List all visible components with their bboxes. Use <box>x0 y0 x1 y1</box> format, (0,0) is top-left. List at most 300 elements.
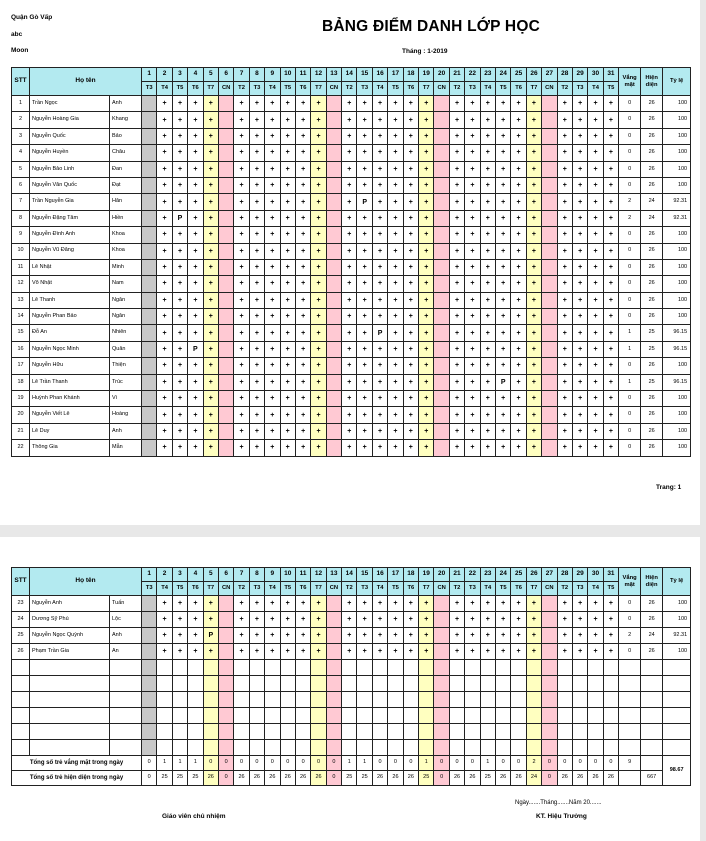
attendance-cell: + <box>295 276 310 292</box>
day-number-header: 17 <box>388 568 403 582</box>
attendance-cell: + <box>572 177 587 193</box>
day-number-header: 28 <box>557 68 572 82</box>
empty-cell <box>295 676 310 692</box>
day-number-header: 14 <box>342 68 357 82</box>
empty-cell <box>342 676 357 692</box>
attendance-cell <box>218 145 233 161</box>
attendance-cell: + <box>295 194 310 210</box>
attendance-cell: + <box>480 391 495 407</box>
student-absent-count: 0 <box>619 161 641 177</box>
attendance-cell: + <box>603 440 618 456</box>
attendance-cell: + <box>265 407 280 423</box>
student-absent-count: 0 <box>619 423 641 439</box>
attendance-cell: + <box>265 161 280 177</box>
empty-cell <box>142 740 157 756</box>
weekday-header: T7 <box>203 582 218 596</box>
attendance-cell: + <box>480 407 495 423</box>
student-absent-count: 0 <box>619 292 641 308</box>
attendance-cell: + <box>295 96 310 112</box>
day-number-header: 17 <box>388 68 403 82</box>
student-row <box>12 276 691 292</box>
attendance-cell: + <box>157 210 172 226</box>
student-last-name: Lê Trần Thanh <box>30 374 110 390</box>
present-total-by-day: 26 <box>496 771 511 786</box>
attendance-cell <box>326 177 341 193</box>
empty-cell <box>511 740 526 756</box>
attendance-cell <box>434 210 449 226</box>
empty-cell <box>12 708 30 724</box>
weekday-header: T5 <box>603 82 618 96</box>
empty-cell <box>480 692 495 708</box>
empty-cell <box>157 660 172 676</box>
student-present-count: 26 <box>641 145 663 161</box>
attendance-cell: + <box>419 194 434 210</box>
attendance-cell: + <box>557 276 572 292</box>
empty-cell <box>157 676 172 692</box>
attendance-cell: + <box>234 112 249 128</box>
attendance-cell <box>218 644 233 660</box>
day-number-header: 24 <box>496 68 511 82</box>
absent-total-by-day: 0 <box>203 756 218 771</box>
attendance-cell: + <box>526 194 541 210</box>
student-stt: 18 <box>12 374 30 390</box>
attendance-cell: + <box>449 358 464 374</box>
attendance-cell: + <box>572 259 587 275</box>
empty-cell <box>557 692 572 708</box>
attendance-cell: + <box>526 644 541 660</box>
attendance-cell <box>326 309 341 325</box>
attendance-cell: + <box>480 161 495 177</box>
attendance-cell: + <box>234 407 249 423</box>
student-absent-count: 0 <box>619 596 641 612</box>
student-last-name: Dương Sỹ Phú <box>30 612 110 628</box>
attendance-cell: + <box>357 407 372 423</box>
empty-cell <box>326 676 341 692</box>
attendance-cell: + <box>588 644 603 660</box>
empty-cell <box>372 740 387 756</box>
attendance-cell: + <box>280 177 295 193</box>
attendance-cell <box>142 177 157 193</box>
attendance-cell: + <box>234 276 249 292</box>
student-last-name: Lê Duy <box>30 423 110 439</box>
attendance-cell: + <box>157 612 172 628</box>
attendance-cell: + <box>465 112 480 128</box>
attendance-cell: + <box>572 440 587 456</box>
day-number-header: 23 <box>480 68 495 82</box>
student-first-name: Nhiên <box>110 325 142 341</box>
present-header: Hiện diện <box>641 568 663 596</box>
attendance-cell: + <box>557 128 572 144</box>
present-total-by-day: 26 <box>265 771 280 786</box>
day-number-header: 6 <box>218 68 233 82</box>
empty-cell <box>603 724 618 740</box>
empty-cell <box>496 660 511 676</box>
attendance-cell <box>142 145 157 161</box>
present-total-by-day: 25 <box>480 771 495 786</box>
weekday-header: CN <box>542 82 557 96</box>
student-first-name: Vi <box>110 391 142 407</box>
day-number-header: 26 <box>526 568 541 582</box>
student-first-name: Tuấn <box>110 596 142 612</box>
empty-cell <box>526 708 541 724</box>
empty-cell <box>449 740 464 756</box>
empty-cell <box>619 708 641 724</box>
attendance-cell: + <box>311 227 326 243</box>
attendance-cell: + <box>603 292 618 308</box>
attendance-cell: + <box>311 194 326 210</box>
empty-cell <box>542 724 557 740</box>
attendance-cell: + <box>403 243 418 259</box>
attendance-cell: + <box>419 341 434 357</box>
weekday-header: T3 <box>357 82 372 96</box>
attendance-cell: + <box>172 128 187 144</box>
student-rate: 100 <box>663 391 691 407</box>
empty-cell <box>295 692 310 708</box>
attendance-cell: + <box>388 644 403 660</box>
empty-cell <box>511 708 526 724</box>
student-absent-count: 2 <box>619 210 641 226</box>
day-number-header: 5 <box>203 568 218 582</box>
attendance-cell: + <box>603 423 618 439</box>
attendance-cell: + <box>249 96 264 112</box>
day-number-header: 4 <box>188 68 203 82</box>
empty-cell <box>388 660 403 676</box>
attendance-cell: + <box>295 325 310 341</box>
attendance-cell: + <box>465 596 480 612</box>
attendance-cell: + <box>265 391 280 407</box>
weekday-header: T2 <box>342 582 357 596</box>
absent-totals-label: Tổng số trẻ vắng mặt trong ngày <box>12 756 142 771</box>
attendance-cell <box>434 227 449 243</box>
attendance-cell: + <box>234 145 249 161</box>
attendance-cell: + <box>603 358 618 374</box>
attendance-cell: + <box>265 423 280 439</box>
attendance-cell: + <box>526 227 541 243</box>
student-present-count: 26 <box>641 358 663 374</box>
present-total-by-day: 26 <box>465 771 480 786</box>
empty-cell <box>372 660 387 676</box>
attendance-cell: + <box>172 374 187 390</box>
attendance-cell: + <box>403 374 418 390</box>
weekday-header: CN <box>218 582 233 596</box>
student-last-name: Lê Thanh <box>30 292 110 308</box>
student-last-name: Nguyễn Ngọc Quỳnh <box>30 628 110 644</box>
attendance-cell: P <box>496 374 511 390</box>
attendance-cell: + <box>295 243 310 259</box>
student-row <box>12 259 691 275</box>
attendance-cell: + <box>511 161 526 177</box>
attendance-cell: + <box>388 128 403 144</box>
attendance-cell: + <box>449 374 464 390</box>
attendance-cell: + <box>295 161 310 177</box>
student-absent-count: 0 <box>619 96 641 112</box>
attendance-cell: + <box>480 276 495 292</box>
weekday-header: T7 <box>203 82 218 96</box>
empty-cell <box>280 676 295 692</box>
empty-cell <box>542 740 557 756</box>
attendance-cell: + <box>480 612 495 628</box>
attendance-cell: + <box>403 341 418 357</box>
attendance-cell: + <box>603 596 618 612</box>
attendance-cell: + <box>265 612 280 628</box>
attendance-cell: + <box>588 440 603 456</box>
attendance-cell: + <box>588 128 603 144</box>
empty-cell <box>434 676 449 692</box>
student-first-name: Đan <box>110 161 142 177</box>
present-total-by-day: 0 <box>326 771 341 786</box>
student-absent-count: 0 <box>619 644 641 660</box>
day-number-header: 30 <box>588 568 603 582</box>
student-absent-count: 2 <box>619 194 641 210</box>
empty-cell <box>342 692 357 708</box>
attendance-cell: + <box>157 128 172 144</box>
attendance-cell: + <box>372 292 387 308</box>
attendance-cell: + <box>526 243 541 259</box>
attendance-cell: + <box>311 96 326 112</box>
attendance-cell: + <box>572 596 587 612</box>
attendance-cell <box>542 341 557 357</box>
attendance-cell: + <box>449 96 464 112</box>
attendance-cell: + <box>372 309 387 325</box>
attendance-cell: + <box>372 145 387 161</box>
empty-cell <box>357 708 372 724</box>
attendance-cell: + <box>188 628 203 644</box>
empty-cell <box>641 676 663 692</box>
attendance-cell <box>142 128 157 144</box>
student-row <box>12 194 691 210</box>
attendance-cell <box>326 96 341 112</box>
attendance-cell: + <box>465 96 480 112</box>
day-number-header: 25 <box>511 568 526 582</box>
empty-cell <box>265 740 280 756</box>
student-rate: 100 <box>663 358 691 374</box>
attendance-cell: + <box>203 440 218 456</box>
attendance-cell: + <box>388 612 403 628</box>
absent-total-by-day: 0 <box>588 756 603 771</box>
absent-total-by-day: 1 <box>419 756 434 771</box>
attendance-cell: + <box>526 145 541 161</box>
student-present-count: 24 <box>641 194 663 210</box>
attendance-cell: + <box>172 309 187 325</box>
attendance-cell: + <box>403 259 418 275</box>
empty-cell <box>188 740 203 756</box>
page-title: BẢNG ĐIỂM DANH LỚP HỌC <box>322 18 540 35</box>
absent-grand-total: 9 <box>619 756 641 771</box>
empty-cell <box>249 676 264 692</box>
attendance-cell: + <box>188 292 203 308</box>
present-total-by-day: 26 <box>388 771 403 786</box>
attendance-cell: + <box>588 276 603 292</box>
empty-cell <box>218 660 233 676</box>
attendance-cell: + <box>572 194 587 210</box>
attendance-table-continued <box>11 567 691 786</box>
attendance-cell <box>142 276 157 292</box>
attendance-cell: + <box>172 628 187 644</box>
attendance-cell: + <box>357 612 372 628</box>
attendance-cell: + <box>603 112 618 128</box>
attendance-cell <box>326 644 341 660</box>
attendance-cell: + <box>203 145 218 161</box>
weekday-header: T4 <box>480 582 495 596</box>
attendance-cell: + <box>526 596 541 612</box>
attendance-cell: + <box>372 391 387 407</box>
attendance-cell: + <box>157 325 172 341</box>
empty-cell <box>480 676 495 692</box>
absent-total-by-day: 1 <box>188 756 203 771</box>
empty-cell <box>465 724 480 740</box>
student-rate: 100 <box>663 407 691 423</box>
attendance-cell: + <box>603 325 618 341</box>
empty-cell <box>588 724 603 740</box>
student-absent-count: 1 <box>619 325 641 341</box>
attendance-cell: P <box>372 325 387 341</box>
attendance-cell: + <box>480 210 495 226</box>
attendance-cell <box>434 276 449 292</box>
attendance-cell: + <box>572 309 587 325</box>
day-number-header: 19 <box>419 68 434 82</box>
attendance-cell: + <box>265 194 280 210</box>
attendance-cell <box>142 391 157 407</box>
attendance-cell <box>434 423 449 439</box>
attendance-cell: + <box>295 177 310 193</box>
weekday-header: T3 <box>465 582 480 596</box>
empty-cell <box>12 740 30 756</box>
rate-header: Tỷ lệ <box>663 68 691 96</box>
attendance-cell: + <box>557 407 572 423</box>
attendance-cell: + <box>342 194 357 210</box>
attendance-cell: + <box>357 161 372 177</box>
student-rate: 100 <box>663 309 691 325</box>
attendance-cell: P <box>188 341 203 357</box>
attendance-cell: + <box>249 259 264 275</box>
empty-cell <box>311 692 326 708</box>
empty-cell <box>342 660 357 676</box>
empty-cell <box>172 708 187 724</box>
attendance-cell: + <box>388 391 403 407</box>
attendance-cell: + <box>157 440 172 456</box>
attendance-cell: + <box>234 423 249 439</box>
name-header: Họ tên <box>30 68 142 96</box>
attendance-cell <box>142 259 157 275</box>
student-first-name: Khoa <box>110 227 142 243</box>
attendance-cell: + <box>557 325 572 341</box>
student-rate: 92.31 <box>663 194 691 210</box>
attendance-cell: + <box>403 96 418 112</box>
empty-cell <box>449 692 464 708</box>
attendance-cell: + <box>372 407 387 423</box>
empty-cell <box>542 660 557 676</box>
weekday-header: T3 <box>572 82 587 96</box>
present-total-by-day: 26 <box>557 771 572 786</box>
attendance-cell: + <box>311 161 326 177</box>
attendance-cell: + <box>342 644 357 660</box>
student-first-name: Đạt <box>110 177 142 193</box>
present-header: Hiện diện <box>641 68 663 96</box>
attendance-cell: + <box>234 96 249 112</box>
attendance-cell: + <box>203 128 218 144</box>
attendance-cell: + <box>388 276 403 292</box>
weekday-header: CN <box>326 82 341 96</box>
attendance-cell: + <box>342 596 357 612</box>
empty-cell <box>249 708 264 724</box>
attendance-cell: + <box>357 423 372 439</box>
attendance-cell: + <box>357 96 372 112</box>
empty-cell <box>496 708 511 724</box>
absent-total-by-day: 1 <box>342 756 357 771</box>
attendance-cell: + <box>172 112 187 128</box>
attendance-cell: + <box>603 259 618 275</box>
attendance-cell <box>542 112 557 128</box>
student-rate: 100 <box>663 112 691 128</box>
attendance-cell: + <box>234 177 249 193</box>
attendance-cell <box>326 112 341 128</box>
attendance-cell: + <box>203 210 218 226</box>
day-number-header: 6 <box>218 568 233 582</box>
attendance-cell: + <box>372 358 387 374</box>
empty-cell <box>403 708 418 724</box>
empty-cell <box>203 724 218 740</box>
present-total-by-day: 25 <box>342 771 357 786</box>
attendance-cell: + <box>449 128 464 144</box>
attendance-cell <box>542 628 557 644</box>
attendance-cell: + <box>526 325 541 341</box>
attendance-cell: + <box>588 210 603 226</box>
attendance-cell: + <box>572 628 587 644</box>
empty-cell <box>542 708 557 724</box>
day-number-header: 7 <box>234 568 249 582</box>
day-number-header: 25 <box>511 68 526 82</box>
student-rate: 100 <box>663 161 691 177</box>
student-row <box>12 423 691 439</box>
empty-cell <box>326 708 341 724</box>
name-header: Họ tên <box>30 568 142 596</box>
attendance-cell <box>326 341 341 357</box>
present-total-by-day: 26 <box>203 771 218 786</box>
attendance-cell: + <box>249 112 264 128</box>
attendance-cell: + <box>265 96 280 112</box>
attendance-cell: + <box>311 341 326 357</box>
absent-total-by-day: 0 <box>265 756 280 771</box>
attendance-cell: + <box>603 276 618 292</box>
absent-total-by-day: 0 <box>372 756 387 771</box>
absent-total-by-day: 2 <box>526 756 541 771</box>
attendance-cell: + <box>372 259 387 275</box>
attendance-cell: + <box>496 407 511 423</box>
empty-cell <box>280 708 295 724</box>
attendance-cell: + <box>496 259 511 275</box>
attendance-cell <box>542 177 557 193</box>
weekday-header: CN <box>434 582 449 596</box>
attendance-cell: + <box>449 259 464 275</box>
attendance-cell: + <box>557 243 572 259</box>
attendance-cell: + <box>465 628 480 644</box>
attendance-cell: + <box>526 309 541 325</box>
attendance-cell: + <box>480 96 495 112</box>
attendance-cell: + <box>265 210 280 226</box>
attendance-cell: + <box>249 325 264 341</box>
attendance-cell: + <box>388 407 403 423</box>
attendance-cell: + <box>511 259 526 275</box>
attendance-cell <box>542 374 557 390</box>
student-last-name: Nguyễn Ngọc Minh <box>30 341 110 357</box>
student-absent-count: 0 <box>619 276 641 292</box>
attendance-cell: + <box>311 112 326 128</box>
empty-cell <box>403 692 418 708</box>
attendance-cell: + <box>372 612 387 628</box>
attendance-cell: + <box>511 358 526 374</box>
weekday-header: T3 <box>572 582 587 596</box>
attendance-cell <box>142 628 157 644</box>
